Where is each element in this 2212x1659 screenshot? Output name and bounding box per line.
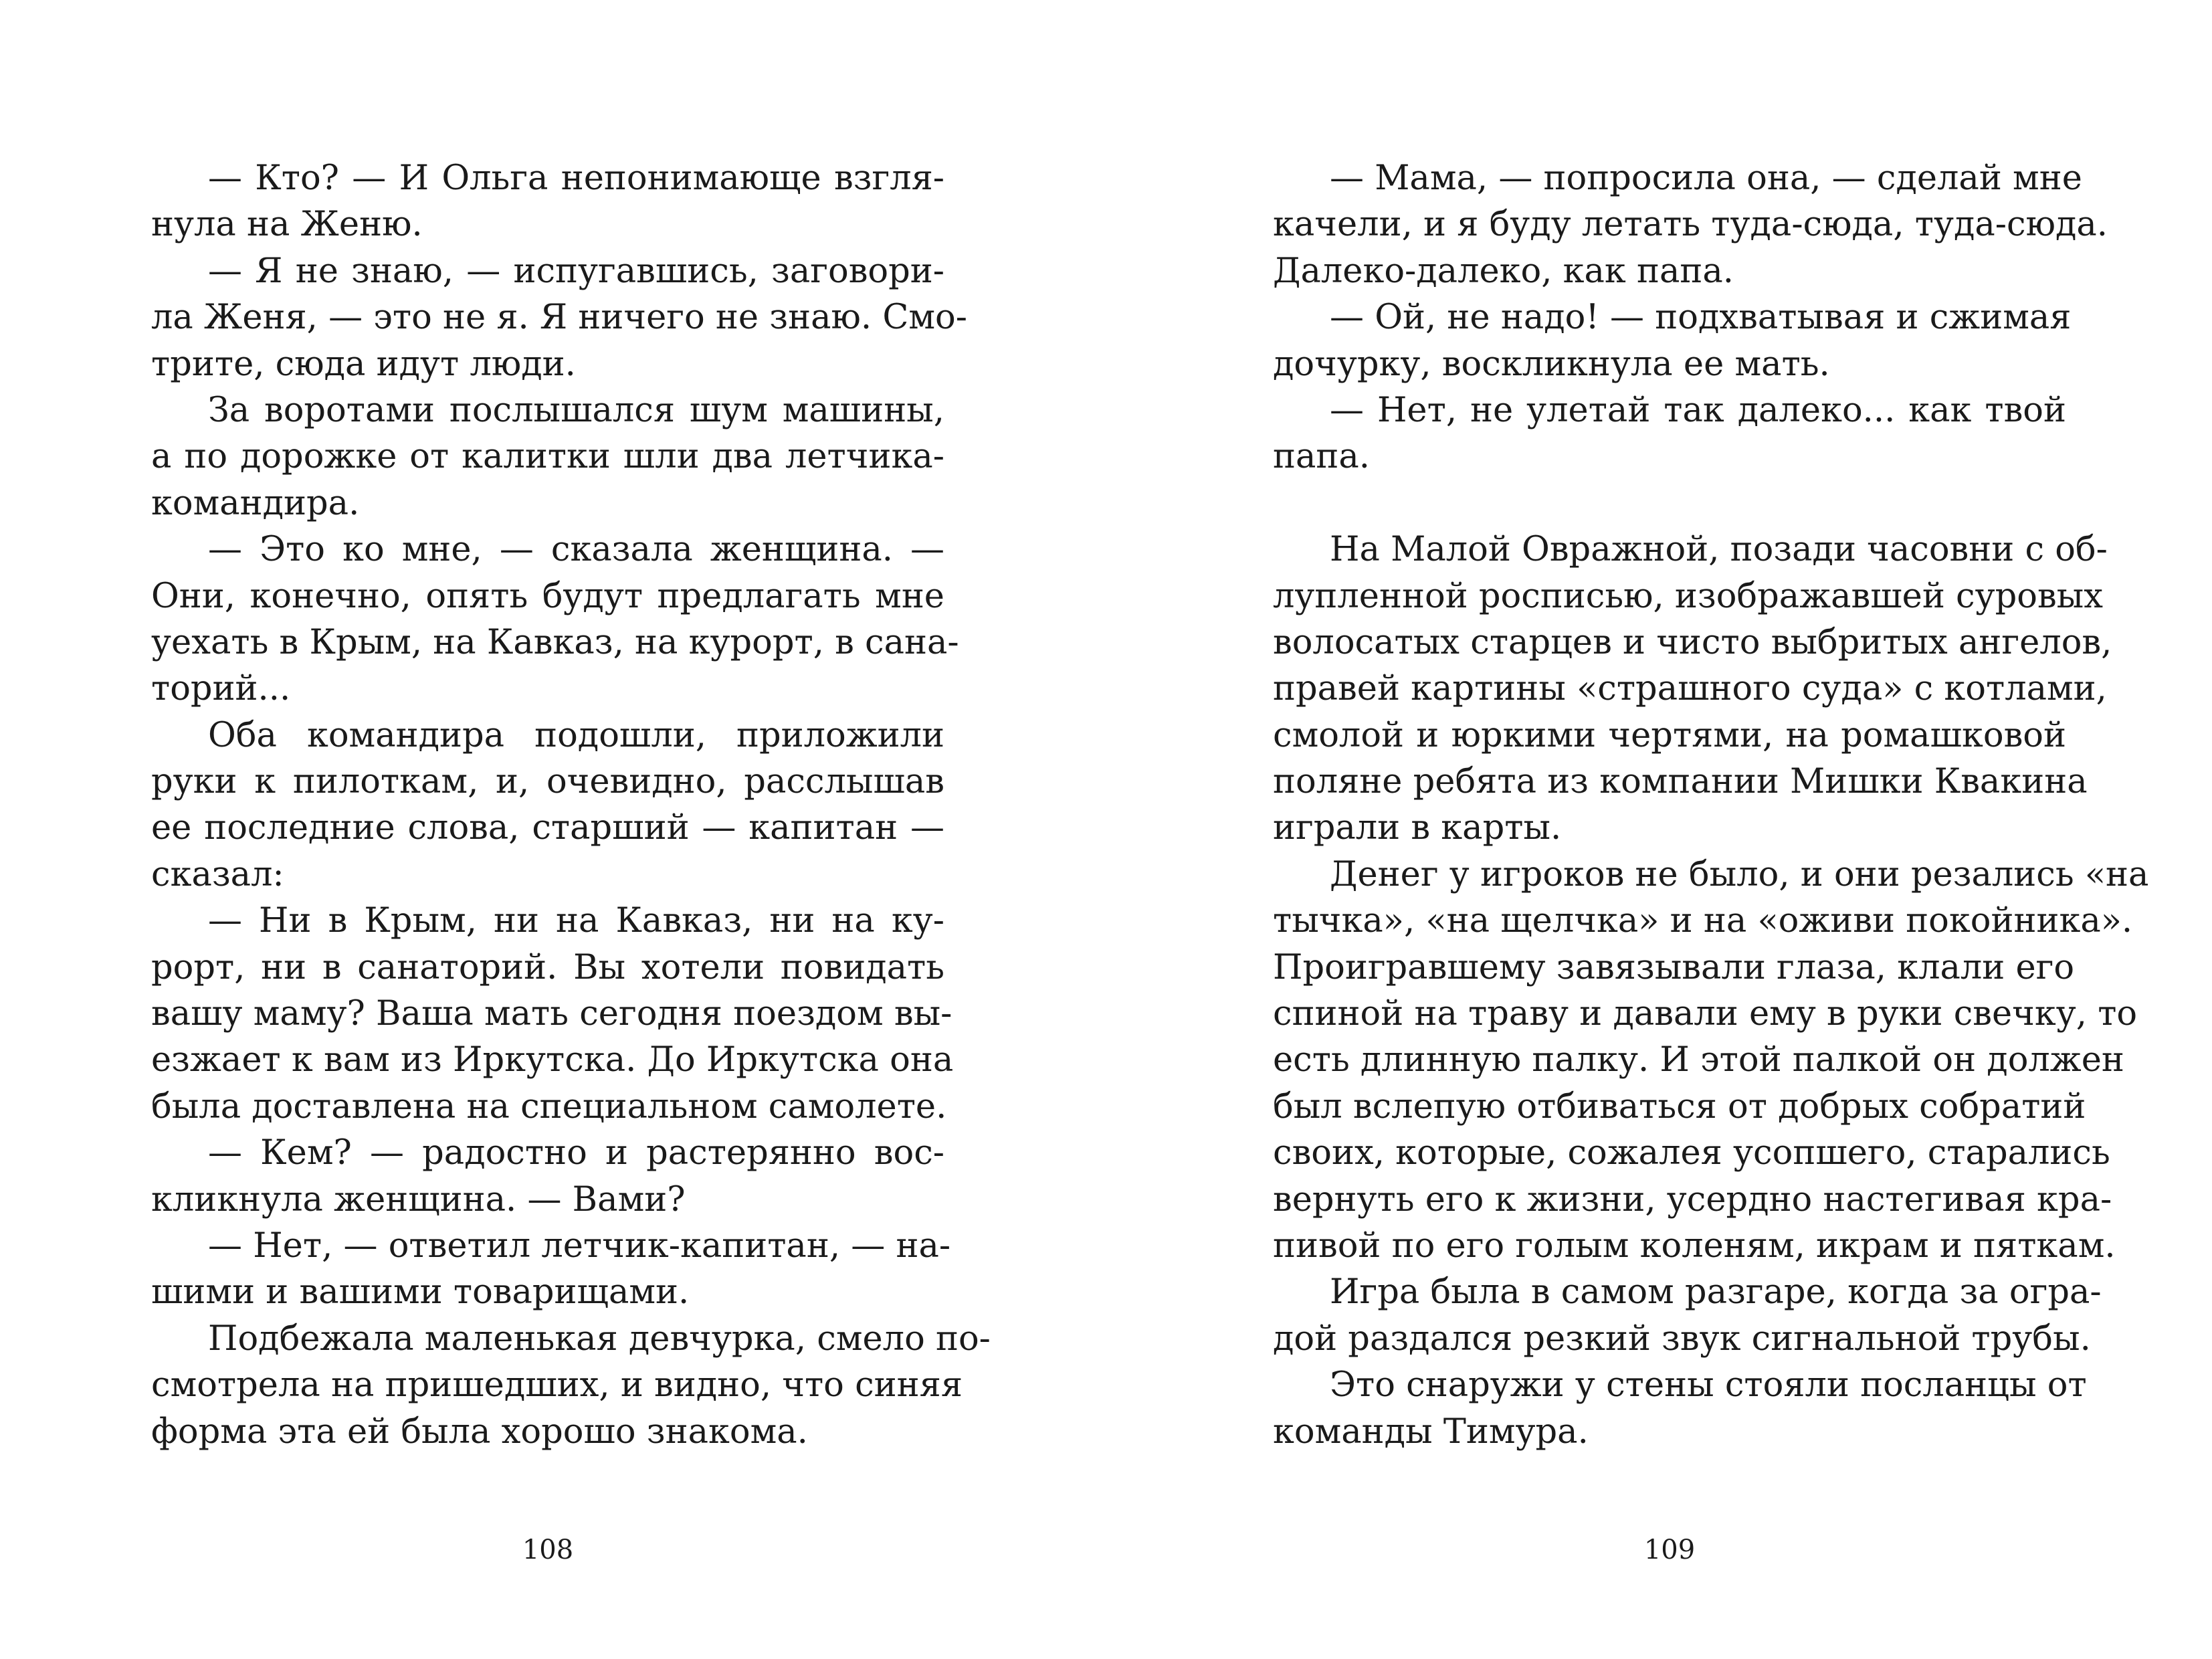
text-line: своих, которые, сожалея усопшего, старались	[1273, 1133, 2110, 1173]
text-line: пивой по его голым коленям, икрам и пяткам.	[1273, 1226, 2116, 1266]
text-line: сказал:	[151, 854, 284, 894]
text-line: За воротами послышался шум машины,	[208, 390, 944, 430]
text-line: поляне ребята из компании Мишки Квакина	[1273, 762, 2088, 802]
text-line: — Это ко мне, — сказала женщина. —	[208, 530, 944, 570]
text-line: На Малой Овражной, позади часовни с об-	[1330, 530, 2108, 570]
text-line: дочурку, воскликнула ее мать.	[1273, 344, 1830, 384]
text-line: Проигравшему завязывали глаза, клали его	[1273, 947, 2075, 987]
text-line: нула на Женю.	[151, 205, 423, 245]
text-line: — Ни в Крым, ни на Кавказ, ни на ку-	[208, 901, 944, 941]
text-line: езжает к вам из Иркутска. До Иркутска она	[151, 1040, 954, 1080]
text-line: форма эта ей была хорошо знакома.	[151, 1411, 808, 1452]
text-line: шими и вашими товарищами.	[151, 1272, 690, 1312]
text-line: был вслепую отбиваться от добрых собратий	[1273, 1086, 2086, 1127]
text-line: кликнула женщина. — Вами?	[151, 1179, 686, 1219]
text-line: Игра была в самом разгаре, когда за огра-	[1330, 1272, 2102, 1312]
text-line: ла Женя, — это не я. Я ничего не знаю. Смо-	[151, 298, 967, 338]
text-line: правей картины «страшного суда» с котлами,	[1273, 669, 2107, 709]
text-line: Подбежала маленькая девчурка, смело по-	[208, 1319, 991, 1359]
text-line: играли в карты.	[1273, 808, 1562, 848]
text-line: — Нет, не улетай так далеко... как твой	[1330, 390, 2066, 430]
text-line: дой раздался резкий звук сигнальной трубы.	[1273, 1319, 2091, 1359]
text-line: рорт, ни в санаторий. Вы хотели повидать	[151, 947, 944, 987]
text-line: волосатых старцев и чисто выбритых ангелов,	[1273, 622, 2112, 662]
text-line: руки к пилоткам, и, очевидно, расслышав	[151, 762, 944, 802]
text-line: качели, и я буду летать туда-сюда, туда-сюда.	[1273, 205, 2108, 245]
text-line: вернуть его к жизни, усердно настегивая кра-	[1273, 1179, 2112, 1219]
page-number-right: 109	[1643, 1535, 1696, 1565]
text-line: Далеко-далеко, как папа.	[1273, 251, 1734, 291]
text-line: была доставлена на специальном самолете.	[151, 1086, 947, 1127]
text-line: уехать в Крым, на Кавказ, на курорт, в сана-	[151, 622, 959, 662]
text-line: а по дорожке от калитки шли два летчика-	[151, 437, 944, 477]
text-line: смотрела на пришедших, и видно, что синяя	[151, 1365, 963, 1405]
text-line: вашу маму? Ваша мать сегодня поездом вы-	[151, 994, 952, 1034]
text-line: — Ой, не надо! — подхватывая и сжимая	[1330, 298, 2072, 338]
text-line: команды Тимура.	[1273, 1411, 1589, 1452]
text-line: Они, конечно, опять будут предлагать мне	[151, 576, 944, 616]
text-line: лупленной росписью, изображавшей суровых	[1273, 576, 2104, 616]
text-line: есть длинную палку. И этой палкой он должен	[1273, 1040, 2124, 1080]
text-line: тычка», «на щелчка» и на «оживи покойника».	[1273, 901, 2133, 941]
text-line: трите, сюда идут люди.	[151, 344, 576, 384]
text-line: смолой и юркими чертями, на ромашковой	[1273, 715, 2066, 755]
text-line: командира.	[151, 483, 360, 523]
text-line: — Я не знаю, — испугавшись, заговори-	[208, 251, 944, 291]
text-line: Это снаружи у стены стояли посланцы от	[1330, 1365, 2087, 1405]
text-line: — Мама, — попросила она, — сделай мне	[1330, 159, 2082, 198]
text-line: Оба командира подошли, приложили	[208, 715, 944, 755]
text-line: ее последние слова, старший — капитан —	[151, 808, 944, 848]
right-page-text	[1273, 155, 2149, 1455]
text-line: папа.	[1273, 437, 1371, 477]
text-line: торий...	[151, 669, 291, 709]
text-line: Денег у игроков не было, и они резались «на	[1330, 854, 2149, 894]
text-line: — Кем? — радостно и растерянно вос-	[208, 1133, 944, 1173]
page-number-left: 108	[522, 1535, 574, 1565]
text-line: — Кто? — И Ольга непонимающе взгля-	[208, 159, 944, 198]
left-page-text	[151, 155, 991, 1455]
text-line: — Нет, — ответил летчик-капитан, — на-	[208, 1226, 951, 1266]
text-line: спиной на траву и давали ему в руки свечку, то	[1273, 994, 2138, 1034]
text-line	[1273, 480, 2066, 526]
